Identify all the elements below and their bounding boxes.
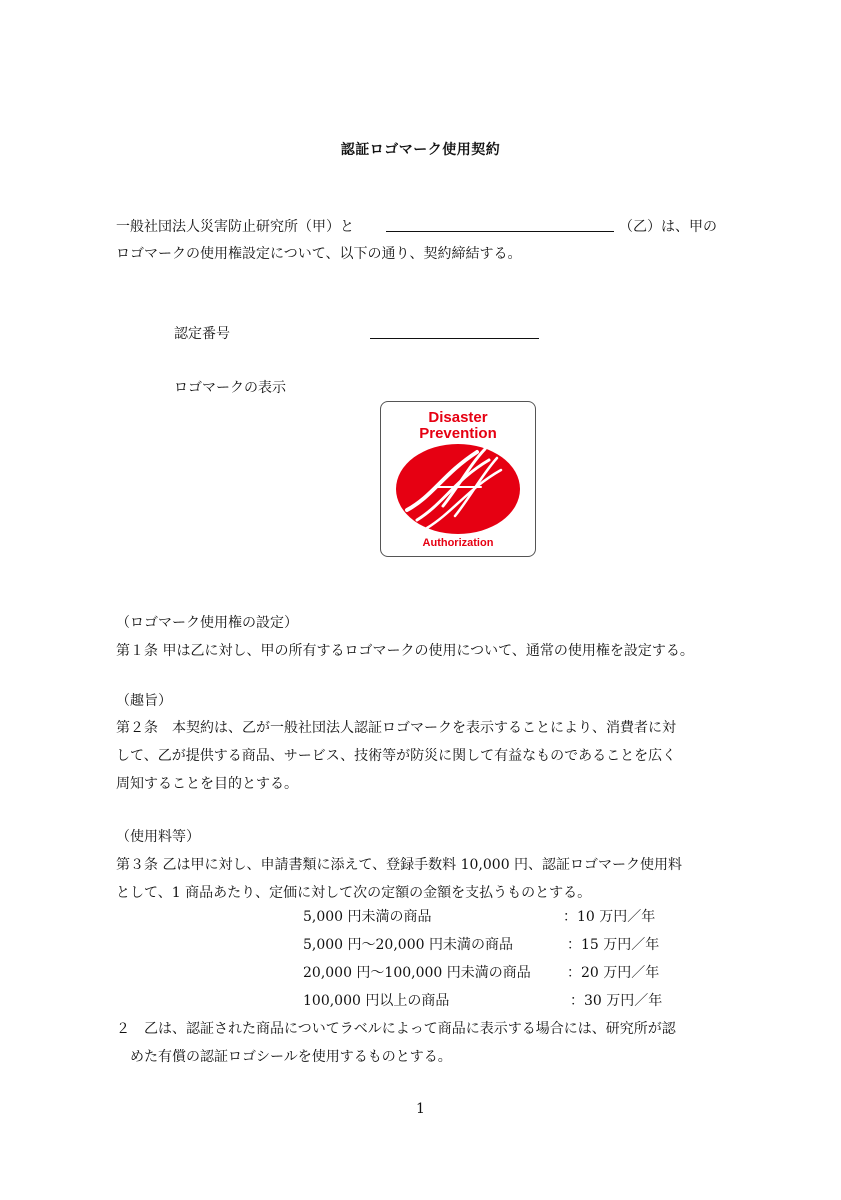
article1-heading: （ロゴマーク使用権の設定） <box>116 615 298 631</box>
fee-amount: ：10 万円／年 <box>563 909 656 925</box>
article2-line-1: 第２条 本契約は、乙が一般社団法人認証ロゴマークを表示することにより、消費者に対 <box>116 720 676 736</box>
fee-amount: ：15 万円／年 <box>567 937 660 953</box>
intro-line-2: ロゴマークの使用権設定について、以下の通り、契約締結する。 <box>116 246 522 262</box>
logo-display-label: ロゴマークの表示 <box>174 380 286 396</box>
cert-number-label: 認定番号 <box>174 326 230 342</box>
fee-range: 100,000 円以上の商品 <box>303 993 450 1009</box>
article2-line-2: して、乙が提供する商品、サービス、技術等が防災に関して有益なものであることを広く <box>116 748 677 764</box>
logo-graphic <box>381 402 535 556</box>
party-b-blank-line <box>386 231 614 232</box>
fee-amount: ：20 万円／年 <box>567 965 660 981</box>
article2-line-3: 周知することを目的とする。 <box>116 776 298 792</box>
logo-red-disc <box>396 444 520 534</box>
article3-line-1: 第３条 乙は甲に対し、申請書類に添えて、登録手数料 10,000 円、認証ロゴマーク使用料 <box>116 857 683 873</box>
article3-para2-line-2: めた有償の認証ロゴシールを使用するものとする。 <box>130 1049 452 1065</box>
article3-heading: （使用料等） <box>116 829 200 845</box>
page-number: 1 <box>416 1101 425 1117</box>
logo-text-disaster: Disaster <box>428 409 488 426</box>
fee-amount: ：30 万円／年 <box>570 993 663 1009</box>
article1-line-1: 第１条 甲は乙に対し、甲の所有するロゴマークの使用について、通常の使用権を設定する。 <box>116 643 694 659</box>
article3-para2-line-1: ２ 乙は、認証された商品についてラベルによって商品に表示する場合には、研究所が認 <box>116 1021 676 1037</box>
intro-party-a: 一般社団法人災害防止研究所（甲）と <box>116 219 354 235</box>
logo-text-prevention: Prevention <box>419 425 497 442</box>
fee-range: 5,000 円未満の商品 <box>303 909 432 925</box>
fee-range: 5,000 円～20,000 円未満の商品 <box>303 937 513 953</box>
logo-text-authorization: Authorization <box>422 537 494 549</box>
document-title: 認証ロゴマーク使用契約 <box>340 142 501 158</box>
article3-line-2: として、1 商品あたり、定価に対して次の定額の金額を支払うものとする。 <box>116 885 592 901</box>
article2-heading: （趣旨） <box>116 693 172 709</box>
intro-party-b-suffix: （乙）は、甲の <box>619 219 717 235</box>
authorization-logo <box>380 401 536 557</box>
cert-number-blank-line <box>370 338 539 339</box>
fee-range: 20,000 円～100,000 円未満の商品 <box>303 965 531 981</box>
